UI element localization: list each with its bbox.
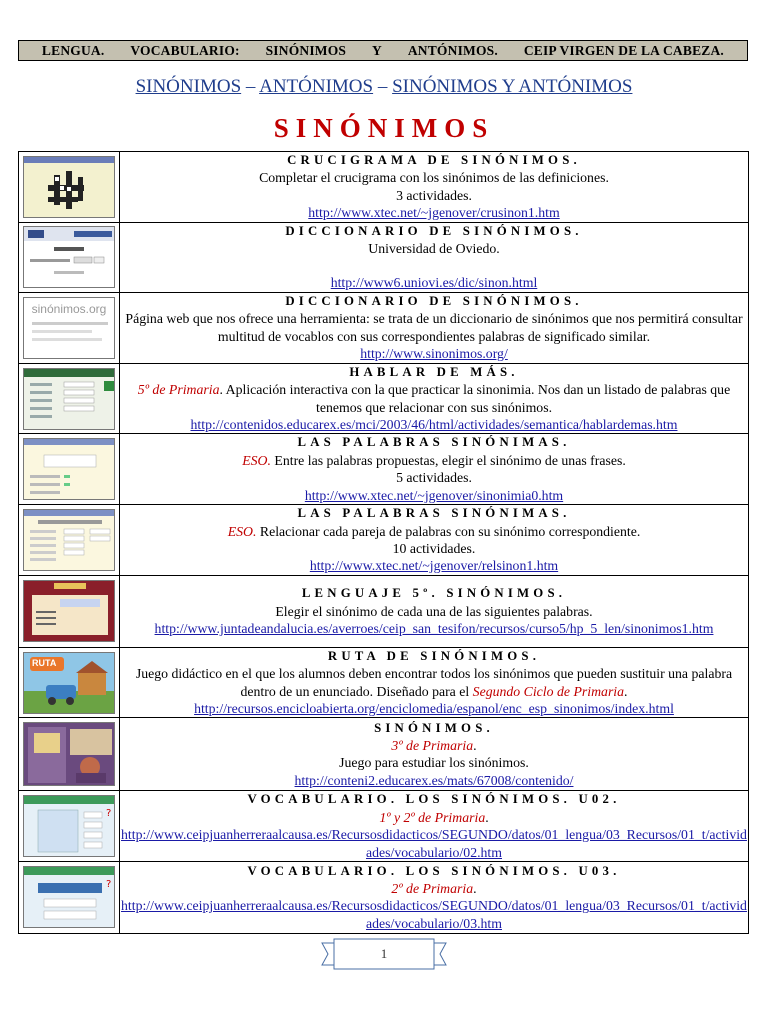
hablar-de-mas-thumbnail [23, 368, 115, 430]
relacionar-sinonimos-thumbnail [23, 509, 115, 571]
resource-title: DICCIONARIO DE SINÓNIMOS. [285, 294, 583, 309]
resource-title: SINÓNIMOS. [374, 720, 494, 735]
resource-link[interactable]: http://conteni2.educarex.es/mats/67008/contenido/ [294, 772, 574, 788]
table-row [19, 363, 749, 434]
webpage-icon [24, 227, 115, 288]
resource-description: Completar el crucigrama con los sinónimos de las definiciones. [259, 170, 609, 186]
header-part: LENGUA. [41, 42, 105, 58]
resource-description: . [473, 737, 477, 753]
resource-title: LAS PALABRAS SINÓNIMAS. [297, 435, 571, 450]
site-logo-text: sinónimos.org [31, 301, 107, 316]
resource-link[interactable]: http://www.xtec.net/~jgenover/sinonimia0.htm [304, 487, 564, 503]
nav-link-sinonimos-y-antonimos[interactable]: SINÓNIMOS Y ANTÓNIMOS [392, 76, 633, 97]
document-header [18, 40, 748, 61]
level-label: ESO. [227, 523, 257, 539]
sinonimos-org-thumbnail [23, 297, 115, 359]
activity-icon [24, 867, 115, 928]
level-label: 1º y 2º de Primaria [379, 809, 486, 825]
header-part: ANTÓNIMOS. [407, 42, 498, 58]
table-row [19, 791, 749, 862]
nav-link-sinonimos[interactable]: SINÓNIMOS [135, 76, 242, 97]
resource-description: Relacionar cada pareja de palabras con su sinónimo correspondiente. [256, 523, 641, 539]
nav-separator: – [245, 76, 256, 97]
table-row [19, 505, 749, 576]
activity-icon [24, 439, 115, 500]
section-title: SINÓNIMOS [273, 113, 495, 143]
resource-link[interactable]: http://www6.uniovi.es/dic/sinon.html [330, 275, 538, 291]
resource-description: . [485, 809, 489, 825]
svg-text:?: ? [106, 808, 112, 820]
resource-table [18, 151, 749, 934]
resource-title: RUTA DE SINÓNIMOS. [327, 648, 541, 663]
resource-description: . [473, 881, 477, 897]
page-number: 1 [380, 946, 388, 961]
nav-link-antonimos[interactable]: ANTÓNIMOS [259, 76, 374, 97]
level-label: 3º de Primaria [391, 737, 474, 753]
level-label: ESO. [242, 452, 271, 468]
activity-icon [24, 510, 115, 571]
resource-description: . Aplicación interactiva con la que practicar la sinonimia. Nos dan un listado de palabras que tenemos que relacionar con sus sinónimos. [219, 382, 731, 415]
resource-link[interactable]: http://www.juntadeandalucia.es/averroes/ceip_san_tesifon/recursos/curso5/hp_5_len/sinonimos1.htm [154, 620, 714, 636]
resource-description: Elegir el sinónimo de cada una de las siguientes palabras. [275, 603, 593, 619]
table-row [19, 434, 749, 505]
resource-description: 3 actividades. [396, 187, 472, 203]
resource-title: HABLAR DE MÁS. [349, 364, 519, 379]
header-part: VOCABULARIO: [130, 42, 240, 58]
table-row [19, 575, 749, 647]
resource-description: 10 actividades. [392, 540, 476, 556]
ruta-de-sinonimos-thumbnail [23, 652, 115, 714]
resource-description: Juego para estudiar los sinónimos. [339, 755, 529, 771]
dictionary-thumbnail [23, 226, 115, 288]
resource-title: LAS PALABRAS SINÓNIMAS. [297, 506, 571, 521]
svg-text:?: ? [106, 879, 112, 891]
table-row [19, 718, 749, 791]
table-row [19, 861, 749, 933]
resource-link[interactable]: http://www.ceipjuanherreraalcausa.es/Recursosdidacticos/SEGUNDO/datos/01_lengua/03_Recursos/01_t/actividades/vocabulario/02.htm [121, 827, 747, 860]
resource-description: Página web que nos ofrece una herramienta: se trata de un diccionario de sinónimos que nos permitirá consultar multitud de vocablos con sus correspondientes palabras de significado similar. [125, 311, 743, 344]
resource-description [120, 257, 748, 274]
resource-link[interactable]: http://recursos.encicloabierta.org/enciclomedia/espanol/enc_esp_sinonimos/index.html [194, 700, 674, 716]
resource-title: VOCABULARIO. LOS SINÓNIMOS. U03. [247, 863, 621, 878]
resource-title: DICCIONARIO DE SINÓNIMOS. [285, 223, 583, 238]
resource-link[interactable]: http://www.ceipjuanherreraalcausa.es/Recursosdidacticos/SEGUNDO/datos/01_lengua/03_Recursos/01_t/actividades/vocabulario/03.htm [121, 898, 747, 931]
section-nav [0, 76, 768, 98]
table-row [19, 292, 749, 363]
table-row [19, 647, 749, 718]
resource-description: Universidad de Oviedo. [368, 241, 500, 257]
resource-title: LENGUAJE 5º. SINÓNIMOS. [301, 586, 567, 601]
resource-link[interactable]: http://www.xtec.net/~jgenover/crusinon1.htm [308, 205, 560, 221]
sinonimos-game-thumbnail [23, 722, 115, 786]
resource-title: CRUCIGRAMA DE SINÓNIMOS. [287, 153, 581, 167]
crossword-thumbnail [23, 156, 115, 218]
resource-link[interactable]: http://contenidos.educarex.es/mci/2003/46/html/actividades/semantica/hablardemas.htm [190, 417, 678, 433]
resource-description: Entre las palabras propuestas, elegir el sinónimo de unas frases. [270, 452, 626, 468]
resource-title: VOCABULARIO. LOS SINÓNIMOS. U02. [247, 792, 621, 807]
game-logo-text: RUTA [32, 657, 57, 668]
activity-icon [24, 369, 115, 430]
resource-description: . [624, 683, 628, 699]
resource-link[interactable]: http://www.xtec.net/~jgenover/relsinon1.htm [309, 558, 559, 574]
table-row [19, 222, 749, 292]
resource-description: 5 actividades. [396, 470, 472, 486]
nav-separator: – [377, 76, 388, 97]
vocabulario-u03-thumbnail [23, 866, 115, 928]
header-part: SINÓNIMOS [265, 42, 347, 58]
webpage-icon [24, 316, 115, 356]
crossword-grid-icon [24, 157, 115, 218]
lenguaje-5-thumbnail [23, 580, 115, 642]
level-label: 5º de Primaria [137, 382, 220, 398]
vocabulario-u02-thumbnail [23, 795, 115, 857]
activity-icon [24, 581, 115, 642]
level-label: 2º de Primaria [391, 881, 474, 897]
header-part: Y [372, 42, 382, 58]
header-part: CEIP VIRGEN DE LA CABEZA. [523, 42, 724, 58]
resource-description: Juego didáctico en el que los alumnos deben encontrar todos los sinónimos que pueden sustituir una palabra dentro de un enunciado. Diseñado para el [135, 666, 733, 699]
resource-link[interactable]: http://www.sinonimos.org/ [360, 346, 508, 362]
page-number-scroll [320, 937, 448, 971]
game-illustration-icon [24, 723, 115, 786]
palabras-sinonimas-thumbnail [23, 438, 115, 500]
activity-icon [24, 796, 115, 857]
level-label: Segundo Ciclo de Primaria [472, 683, 625, 699]
table-row [19, 152, 749, 223]
